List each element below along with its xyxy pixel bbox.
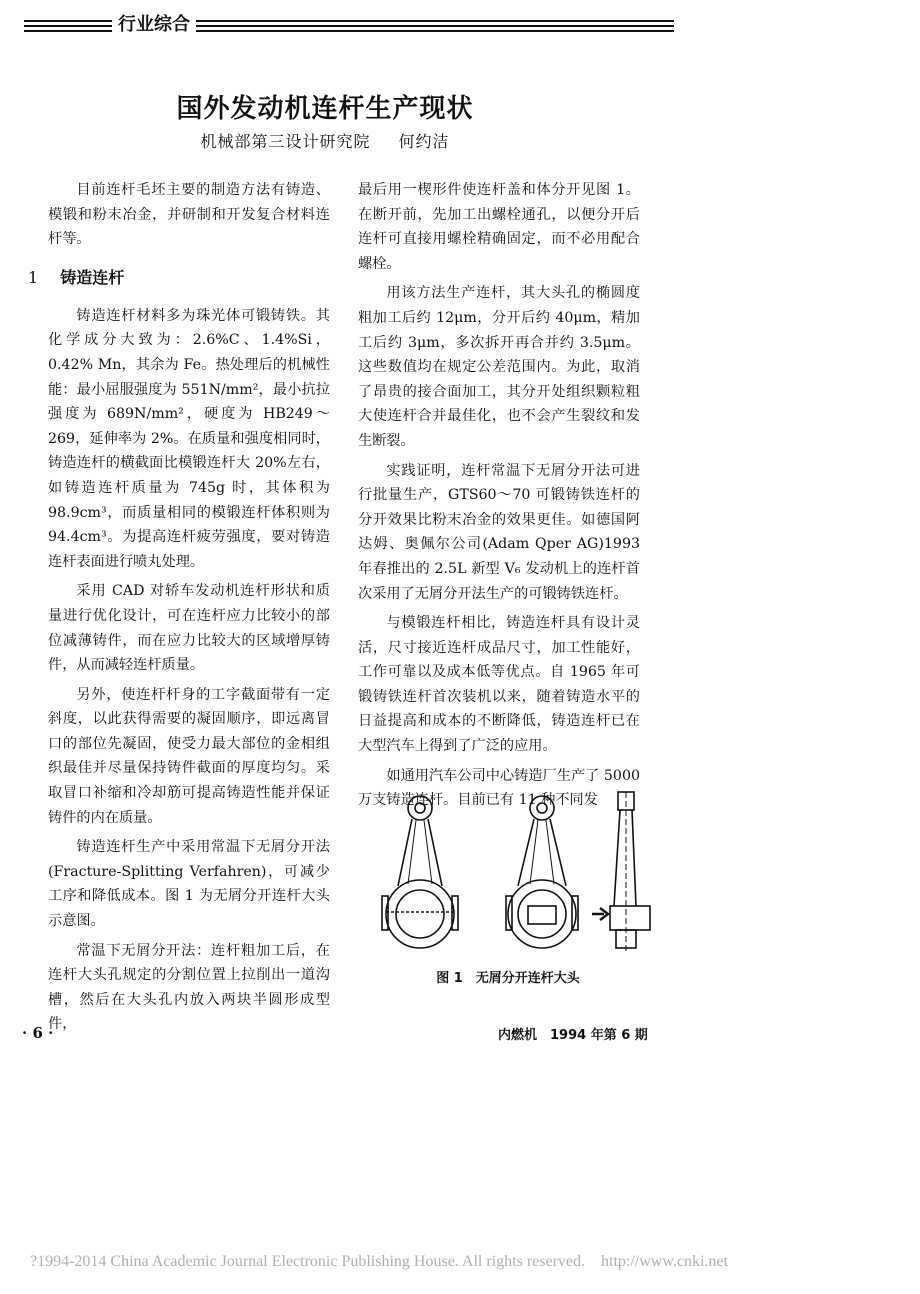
paragraph: 铸造连杆生产中采用常温下无屑分开法 (Fracture-Splitting Verfahren)，可减少工序和降低成本。图 1 为无屑分开连杆大头示意图。 bbox=[48, 839, 330, 930]
section-number: 1 bbox=[28, 267, 39, 287]
paragraph: 与模锻连杆相比，铸造连杆具有设计灵活，尺寸接近连杆成品尺寸，加工性能好，工作可靠以及成本低等优点。自 1965 年可锻铸铁连杆首次装机以来，随着铸造水平的日益提高和成本的不断降低，铸造连杆已在大型汽车上得到了广泛的应用。 bbox=[358, 615, 640, 755]
figure-caption: 图 1 无屑分开连杆大头 bbox=[436, 971, 580, 986]
left-column bbox=[28, 178, 330, 1042]
paragraph: 如通用汽车公司中心铸造厂生产了 5000 万支铸造连杆。目前已有 11 种不同发 bbox=[358, 767, 640, 809]
intro-paragraph: 目前连杆毛坯主要的制造方法有铸造、模锻和粉末冶金，并研制和开发复合材料连杆等。 bbox=[48, 182, 330, 248]
article-title: 国外发动机连杆生产现状 bbox=[176, 94, 474, 124]
journal-info: 内燃机 1994 年第 6 期 bbox=[498, 1028, 648, 1043]
paragraph: 用该方法生产连杆，其大头孔的椭圆度粗加工后约 12μm，分开后约 40μm，精加工后约 3μm，多次拆开再合并约 3.5μm。这些数值均在规定公差范围内。为此，取消了昂贵的接合面加工，其分开处组织颗粒粗大使连杆合并最佳化，也不会产生裂纹和发生断裂。 bbox=[358, 285, 640, 449]
connecting-rod-drawing bbox=[378, 786, 658, 956]
paragraph: 另外，使连杆杆身的工字截面带有一定斜度，以此获得需要的凝固顺序，即远离冒口的部位先凝固，使受力最大部位的金相组织最佳并尽量保持铸件截面的厚度均匀。采取冒口补缩和冷却筋可提高铸造性能并保证铸件的内在质量。 bbox=[48, 686, 330, 826]
page-number: · 6 · bbox=[22, 1024, 54, 1042]
paragraph: 采用 CAD 对轿车发动机连杆形状和质量进行优化设计，可在连杆应力比较小的部位减薄铸件，而在应力比较大的区域增厚铸件，从而减轻连杆质量。 bbox=[48, 583, 330, 674]
author: 何约洁 bbox=[398, 132, 450, 151]
connecting-rod-with-wedge-drawing bbox=[506, 796, 578, 948]
section-header bbox=[24, 14, 674, 36]
continued-paragraph: 最后用一楔形件使连杆盖和体分开见图 1。在断开前，先加工出螺栓通孔，以便分开后连杆可直接用螺栓精确固定，而不必用配合螺栓。 bbox=[358, 182, 640, 272]
paragraph: 常温下无屑分开法：连杆粗加工后，在连杆大头孔规定的分割位置上拉削出一道沟槽，然后在大头孔内放入两块半圆形成型件， bbox=[48, 942, 330, 1033]
connecting-rod-assembled-drawing bbox=[382, 796, 458, 948]
section-title: 铸造连杆 bbox=[60, 267, 125, 287]
right-column bbox=[358, 178, 640, 818]
paragraph: 铸造连杆材料多为珠光体可锻铸铁。其化学成分大致为：2.6%C、1.4%Si，0.42% Mn，其余为 Fe。热处理后的机械性能：最小屈服强度为 551N/mm²，最小抗拉强度为 689N/mm²，硬度为 HB249～269，延伸率为 2%。在质量和强度相同时，铸造连杆的横截面比模锻连杆大 20%左右，如铸造连杆质量为 745g 时，其体积为 98.9cm³，而质量相同的模锻连杆体积则为 94.4cm³。为提高连杆疲劳强度，要对铸造连杆表面进行喷丸处理。 bbox=[48, 307, 330, 570]
section-label: 行业综合 bbox=[112, 14, 196, 36]
figure-connecting-rod bbox=[378, 786, 658, 956]
splitting-section-drawing bbox=[592, 792, 650, 954]
affiliation: 机械部第三设计研究院 bbox=[200, 132, 371, 151]
byline bbox=[0, 129, 650, 152]
copyright-watermark: ?1994-2014 China Academic Journal Electronic Publishing House. All rights reserved. http://www.cnki.net bbox=[30, 1253, 728, 1270]
section-heading bbox=[28, 266, 330, 290]
paragraph: 实践证明，连杆常温下无屑分开法可进行批量生产，GTS60～70 可锻铸铁连杆的分开效果比粉末冶金的效果更佳。如德国阿达姆、奥佩尔公司(Adam Qper AG)1993 年春推出的 2.5L 新型 V₆ 发动机上的连杆首次采用了无屑分开法生产的可锻铸铁连杆。 bbox=[358, 462, 640, 602]
